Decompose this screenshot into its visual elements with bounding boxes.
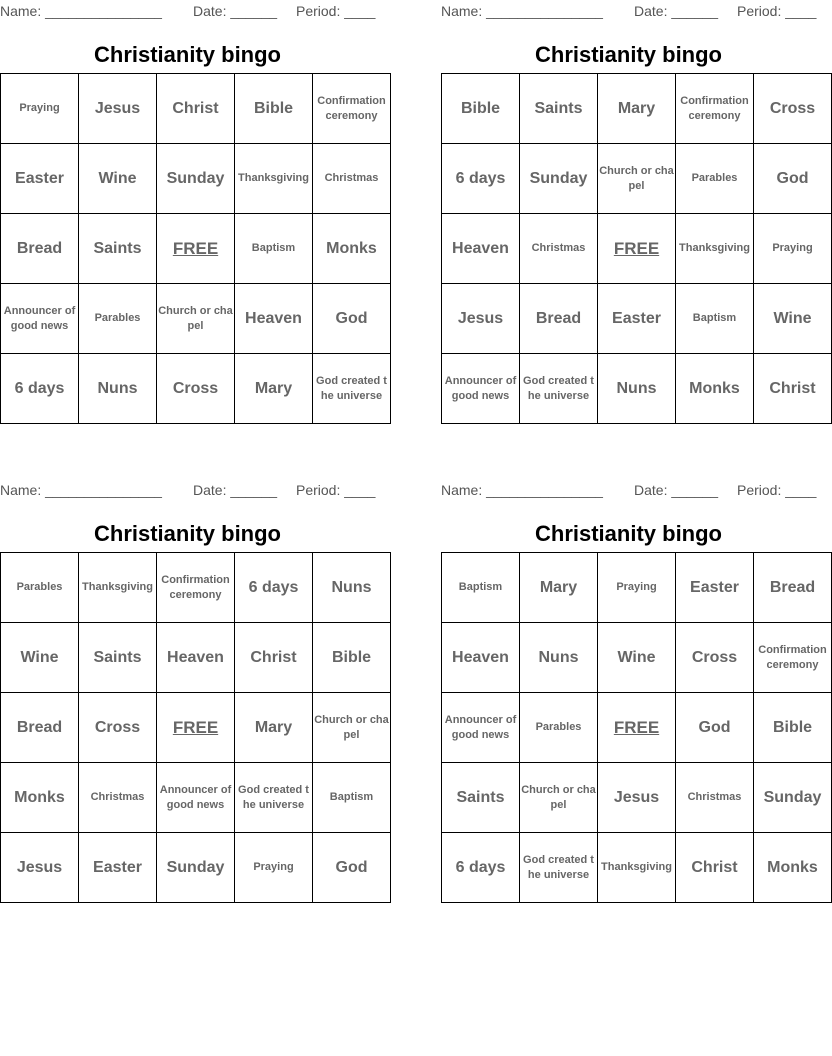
bingo-cell: Bread [1,693,79,763]
grid-row [442,214,832,284]
bingo-cell: Jesus [79,74,157,144]
bingo-cell: Christ [235,623,313,693]
bingo-cell: Christmas [520,214,598,284]
free-space: FREE [598,214,676,284]
bingo-cell: Announcer of good news [442,693,520,763]
bingo-cell: Confirmation ceremony [754,623,832,693]
date-field[interactable]: Date: ______ [634,482,719,498]
bingo-cell: Heaven [157,623,235,693]
bingo-cell: 6 days [442,144,520,214]
bingo-cell: Praying [598,553,676,623]
bingo-cell: Jesus [598,763,676,833]
bingo-cell: Wine [79,144,157,214]
bingo-cell: God [313,284,391,354]
bingo-cell: Christ [157,74,235,144]
bingo-cell: Wine [1,623,79,693]
bingo-cell: Parables [520,693,598,763]
bingo-cell: Baptism [676,284,754,354]
bingo-cell: Cross [79,693,157,763]
student-info-line [441,0,816,20]
grid-row [442,623,832,693]
bingo-cell: Announcer of good news [157,763,235,833]
grid-row [442,354,832,424]
bingo-cell: Saints [79,623,157,693]
bingo-cell: Church or chapel [157,284,235,354]
bingo-cell: God created the universe [520,354,598,424]
bingo-cell: Monks [754,833,832,903]
bingo-grid [441,73,832,424]
bingo-cell: Saints [79,214,157,284]
bingo-cell: Bible [235,74,313,144]
student-info-line [0,479,375,499]
date-field[interactable]: Date: ______ [634,3,719,19]
bingo-cell: Bible [313,623,391,693]
bingo-cell: Confirmation ceremony [313,74,391,144]
bingo-cell: Announcer of good news [1,284,79,354]
bingo-cell: Sunday [754,763,832,833]
bingo-cell: Easter [79,833,157,903]
bingo-cell: Sunday [157,833,235,903]
bingo-cell: Monks [1,763,79,833]
grid-row [442,74,832,144]
bingo-cell: Heaven [235,284,313,354]
period-field[interactable]: Period: ____ [296,482,376,498]
bingo-cell: 6 days [1,354,79,424]
bingo-cell: Sunday [157,144,235,214]
bingo-cell: God [754,144,832,214]
bingo-cell: Mary [598,74,676,144]
bingo-cell: Bible [442,74,520,144]
bingo-cell: God [676,693,754,763]
free-space: FREE [157,693,235,763]
bingo-cell: 6 days [442,833,520,903]
bingo-cell: Saints [442,763,520,833]
bingo-cell: Wine [598,623,676,693]
bingo-cell: Praying [1,74,79,144]
grid-row [1,833,391,903]
bingo-cell: Parables [79,284,157,354]
bingo-cell: Christmas [313,144,391,214]
bingo-cell: Parables [676,144,754,214]
bingo-cell: Baptism [442,553,520,623]
name-field[interactable]: Name: _______________ [0,482,162,498]
bingo-cell: Thanksgiving [598,833,676,903]
bingo-cell: Heaven [442,623,520,693]
grid-row [1,553,391,623]
bingo-cell: Heaven [442,214,520,284]
bingo-cell: Nuns [598,354,676,424]
bingo-cell: Saints [520,74,598,144]
student-info-line [441,479,816,499]
grid-row [442,284,832,354]
bingo-cell: Bread [520,284,598,354]
bingo-cell: Nuns [520,623,598,693]
bingo-cell: Church or chapel [598,144,676,214]
bingo-cell: Announcer of good news [442,354,520,424]
bingo-cell: Thanksgiving [235,144,313,214]
bingo-cell: Church or chapel [313,693,391,763]
bingo-cell: Bread [754,553,832,623]
grid-row [442,693,832,763]
bingo-cell: Parables [1,553,79,623]
free-space: FREE [157,214,235,284]
bingo-cell: Nuns [79,354,157,424]
bingo-cell: Thanksgiving [676,214,754,284]
name-field[interactable]: Name: _______________ [0,3,162,19]
bingo-cell: Mary [520,553,598,623]
bingo-cell: Christmas [79,763,157,833]
bingo-cell: God created the universe [313,354,391,424]
grid-row [1,693,391,763]
bingo-cell: Mary [235,354,313,424]
student-info-line [0,0,375,20]
grid-row [442,763,832,833]
grid-row [1,74,391,144]
bingo-cell: Thanksgiving [79,553,157,623]
bingo-cell: Easter [598,284,676,354]
bingo-cell: Sunday [520,144,598,214]
date-field[interactable]: Date: ______ [193,3,278,19]
bingo-cell: Nuns [313,553,391,623]
bingo-grid [441,552,832,903]
bingo-cell: Baptism [313,763,391,833]
grid-row [1,354,391,424]
bingo-cell: Confirmation ceremony [157,553,235,623]
grid-row [1,214,391,284]
bingo-cell: God created the universe [520,833,598,903]
bingo-cell: Christmas [676,763,754,833]
bingo-cell: God [313,833,391,903]
bingo-cell: God created the universe [235,763,313,833]
date-field[interactable]: Date: ______ [193,482,278,498]
grid-row [442,553,832,623]
period-field[interactable]: Period: ____ [737,482,817,498]
bingo-cell: Christ [754,354,832,424]
bingo-cell: Cross [157,354,235,424]
name-field[interactable]: Name: _______________ [441,3,603,19]
card-title: Christianity bingo [535,521,722,546]
grid-row [1,284,391,354]
bingo-cell: Mary [235,693,313,763]
bingo-cell: Jesus [1,833,79,903]
bingo-cell: Wine [754,284,832,354]
bingo-cell: Monks [313,214,391,284]
period-field[interactable]: Period: ____ [737,3,817,19]
bingo-grid [0,73,391,424]
bingo-cell: Baptism [235,214,313,284]
period-field[interactable]: Period: ____ [296,3,376,19]
grid-row [1,763,391,833]
bingo-cell: Easter [676,553,754,623]
grid-row [1,144,391,214]
grid-row [442,833,832,903]
bingo-cell: Bread [1,214,79,284]
grid-row [442,144,832,214]
name-field[interactable]: Name: _______________ [441,482,603,498]
card-title: Christianity bingo [94,42,281,67]
bingo-cell: Cross [754,74,832,144]
bingo-cell: Confirmation ceremony [676,74,754,144]
card-title: Christianity bingo [94,521,281,546]
bingo-cell: Cross [676,623,754,693]
bingo-cell: Easter [1,144,79,214]
bingo-cell: Praying [235,833,313,903]
bingo-cell: Church or chapel [520,763,598,833]
bingo-cell: Jesus [442,284,520,354]
bingo-cell: Praying [754,214,832,284]
card-title: Christianity bingo [535,42,722,67]
bingo-cell: 6 days [235,553,313,623]
bingo-cell: Bible [754,693,832,763]
free-space: FREE [598,693,676,763]
bingo-cell: Christ [676,833,754,903]
bingo-grid [0,552,391,903]
bingo-cell: Monks [676,354,754,424]
grid-row [1,623,391,693]
